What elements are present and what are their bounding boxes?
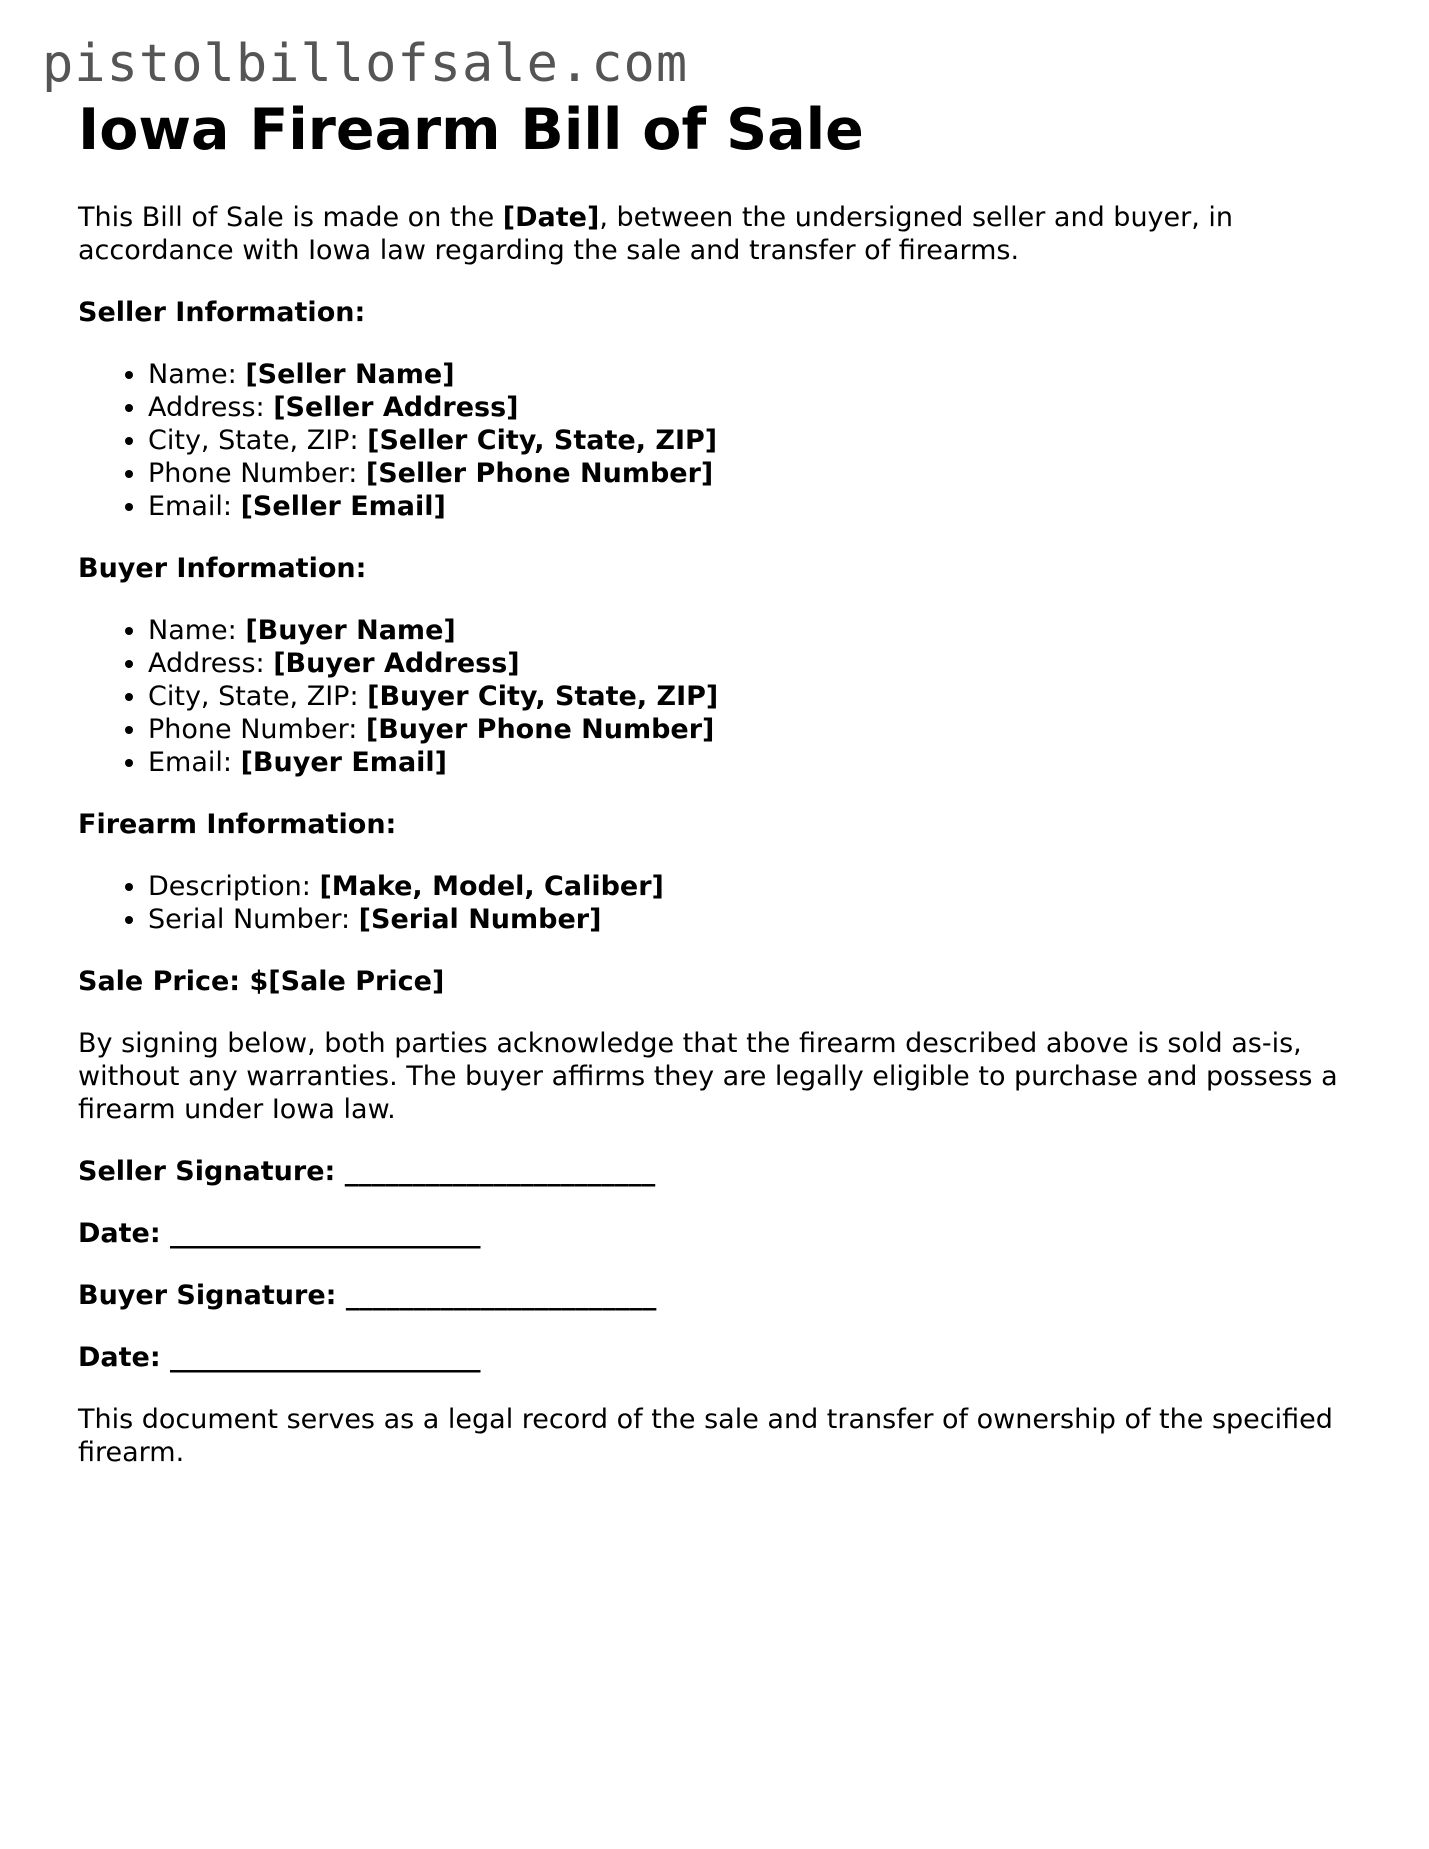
- seller-info-list: [78, 358, 1368, 523]
- list-item: [148, 680, 1368, 713]
- date-placeholder: [Date]: [502, 202, 600, 234]
- list-item: [148, 647, 1368, 680]
- field-label: Address:: [148, 392, 274, 424]
- field-placeholder: [Buyer Name]: [245, 615, 456, 647]
- list-item: [148, 424, 1368, 457]
- firearm-heading: Firearm Information:: [78, 809, 397, 841]
- field-placeholder: [Make, Model, Caliber]: [319, 871, 664, 903]
- field-label: Email:: [148, 491, 241, 523]
- buyer-info-list: [78, 614, 1368, 779]
- intro-paragraph: [78, 201, 1368, 267]
- field-placeholder: [Buyer Address]: [273, 648, 520, 680]
- field-placeholder: [Seller City, State, ZIP]: [367, 425, 718, 457]
- field-placeholder: [Buyer City, State, ZIP]: [367, 681, 719, 713]
- field-label: Name:: [148, 615, 246, 647]
- field-placeholder: [Buyer Email]: [240, 747, 448, 779]
- field-placeholder: [Seller Name]: [245, 359, 455, 391]
- list-item: [148, 870, 1368, 903]
- page-title: Iowa Firearm Bill of Sale: [78, 97, 864, 163]
- field-label: Serial Number:: [148, 904, 359, 936]
- list-item: [148, 391, 1368, 424]
- intro-suffix: , between the undersigned seller and buyer, in accordance with Iowa law regarding the sale and transfer of firearms.: [78, 202, 1234, 267]
- field-label: Phone Number:: [148, 714, 366, 746]
- buyer-date-line: Date: _______________________: [78, 1342, 481, 1374]
- field-placeholder: [Seller Phone Number]: [365, 458, 714, 490]
- list-item: [148, 358, 1368, 391]
- bill-of-sale-document: [78, 96, 1368, 1469]
- field-placeholder: [Seller Email]: [240, 491, 446, 523]
- list-item: [148, 614, 1368, 647]
- field-label: Name:: [148, 359, 246, 391]
- list-item: [148, 903, 1368, 936]
- field-placeholder: [Serial Number]: [358, 904, 602, 936]
- closing-paragraph: This document serves as a legal record of the sale and transfer of ownership of the specified firearm.: [78, 1404, 1333, 1469]
- field-label: Email:: [148, 747, 241, 779]
- site-watermark: pistolbillofsale.com: [42, 34, 689, 94]
- field-label: City, State, ZIP:: [148, 681, 368, 713]
- field-label: City, State, ZIP:: [148, 425, 368, 457]
- field-label: Phone Number:: [148, 458, 366, 490]
- seller-heading: Seller Information:: [78, 297, 366, 329]
- buyer-signature-line: Buyer Signature: _______________________: [78, 1280, 657, 1312]
- seller-signature-line: Seller Signature: _______________________: [78, 1156, 656, 1188]
- list-item: [148, 490, 1368, 523]
- list-item: [148, 457, 1368, 490]
- seller-date-line: Date: _______________________: [78, 1218, 481, 1250]
- sale-price: Sale Price: $[Sale Price]: [78, 966, 445, 998]
- firearm-info-list: [78, 870, 1368, 936]
- field-label: Description:: [148, 871, 320, 903]
- acknowledgment-paragraph: By signing below, both parties acknowledge that the firearm described above is sold as-is, without any warranties. The buyer affirms they are legally eligible to purchase and possess a firearm under Iowa law.: [78, 1028, 1338, 1126]
- field-placeholder: [Buyer Phone Number]: [365, 714, 715, 746]
- intro-prefix: This Bill of Sale is made on the: [78, 202, 503, 234]
- list-item: [148, 713, 1368, 746]
- buyer-heading: Buyer Information:: [78, 553, 367, 585]
- list-item: [148, 746, 1368, 779]
- field-placeholder: [Seller Address]: [273, 392, 519, 424]
- field-label: Address:: [148, 648, 274, 680]
